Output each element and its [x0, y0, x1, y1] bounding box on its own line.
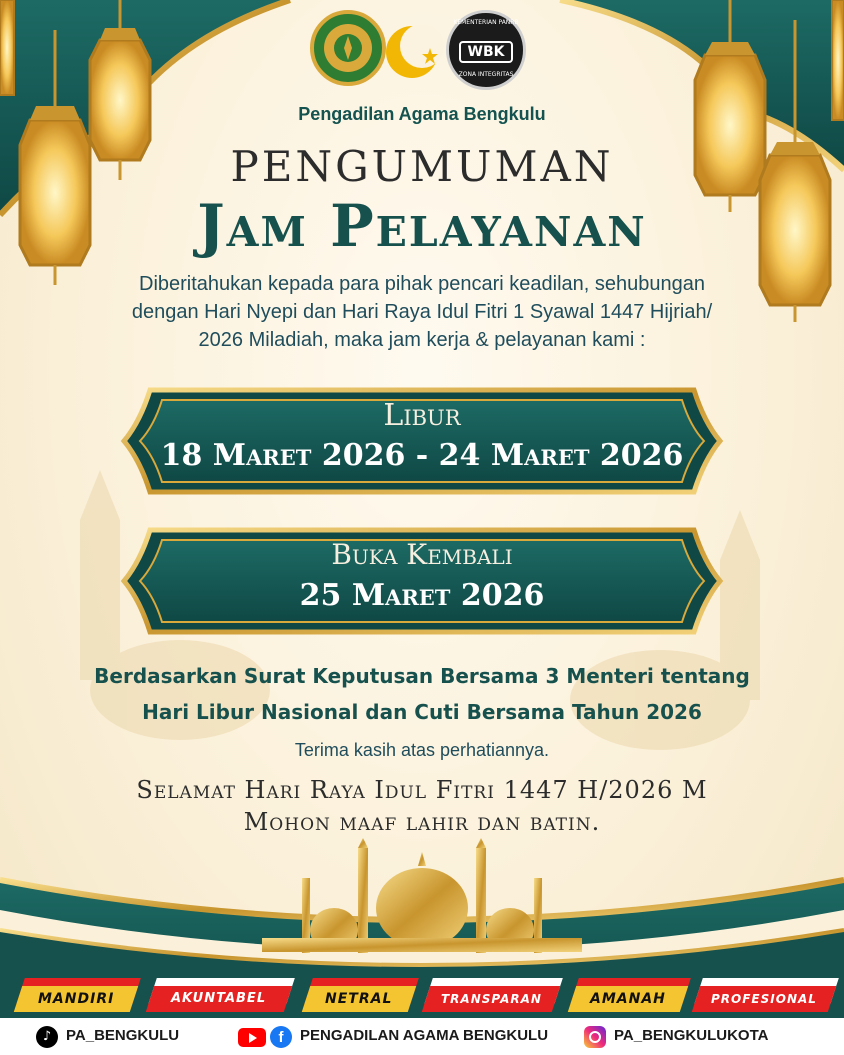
greeting-line-2: Mohon maaf lahir dan batin. — [243, 808, 601, 836]
youtube-icon[interactable] — [238, 1028, 266, 1047]
org-name: Pengadilan Agama Bengkulu — [298, 104, 546, 124]
value-tag-akuntabel: AKUNTABEL — [146, 986, 292, 1012]
youtube-facebook-handle[interactable]: PENGADILAN AGAMA BENGKULU — [300, 1027, 549, 1044]
court-logo-icon — [308, 8, 388, 88]
tiktok-icon[interactable]: ♪ — [36, 1026, 58, 1048]
facebook-icon[interactable]: f — [270, 1026, 292, 1048]
value-tag-profesional: PROFESIONAL — [692, 986, 836, 1012]
holiday-label: Libur — [383, 398, 461, 433]
intro-line-1: Diberitahukan kepada para pihak pencari keadilan, sehubungan — [139, 273, 705, 295]
wbk-logo-text: WBK — [459, 41, 513, 63]
instagram-handle[interactable]: PA_BENGKULUKOTA — [614, 1027, 769, 1044]
mosque-silhouette-icon — [262, 838, 582, 958]
basis-line-2: Hari Libur Nasional dan Cuti Bersama Tahun 2026 — [142, 700, 702, 724]
intro-line-3: 2026 Miladiah, maka jam kerja & pelayanan kami : — [198, 329, 646, 351]
title-pengumuman: PENGUMUMAN — [230, 142, 614, 191]
title-main: Jam Pelayanan — [197, 192, 647, 260]
basis-line-1: Berdasarkan Surat Keputusan Bersama 3 Menteri tentang — [94, 664, 750, 688]
wbk-ring-text: KEMENTERIAN PANRB — [453, 19, 519, 26]
greeting-line-1: Selamat Hari Raya Idul Fitri 1447 H/2026 M — [136, 776, 708, 804]
holiday-dates: 18 Maret 2026 - 24 Maret 2026 — [160, 438, 684, 473]
social-footer — [0, 1018, 844, 1055]
reopen-label: Buka Kembali — [331, 538, 513, 571]
intro-line-2: dengan Hari Nyepi dan Hari Raya Idul Fitri 1 Syawal 1447 Hijriah/ — [131, 301, 713, 323]
crescent-star-icon — [384, 14, 444, 84]
value-tag-transparan: TRANSPARAN — [422, 986, 560, 1012]
wbk-ring-text-bottom: ZONA INTEGRITAS — [458, 71, 514, 78]
value-tag-mandiri: MANDIRI — [14, 986, 138, 1012]
instagram-icon[interactable] — [584, 1026, 606, 1048]
thanks-text: Terima kasih atas perhatiannya. — [294, 740, 550, 760]
value-tag-netral: NETRAL — [302, 986, 416, 1012]
reopen-date: 25 Maret 2026 — [299, 578, 545, 613]
wbk-logo-icon — [446, 10, 526, 90]
value-tag-amanah: AMANAH — [568, 986, 688, 1012]
tiktok-handle[interactable]: PA_BENGKULU — [66, 1027, 180, 1044]
